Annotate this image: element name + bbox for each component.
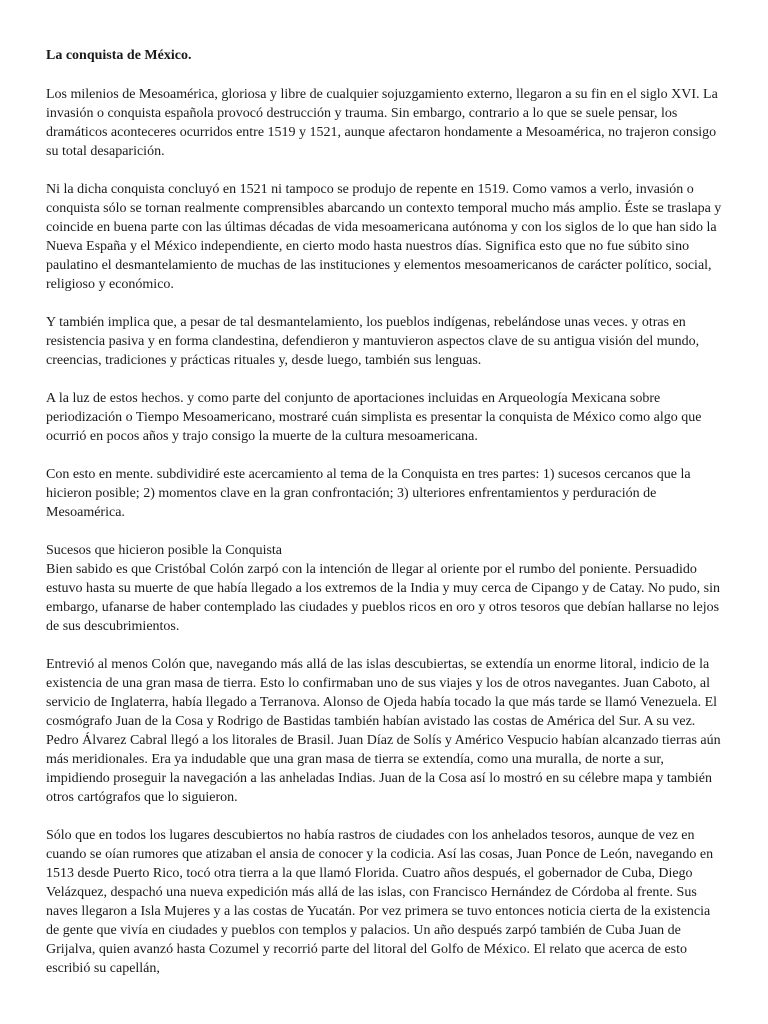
- paragraph: A la luz de estos hechos. y como parte del conjunto de aportaciones incluidas en Arqueología Mexicana sobre periodización o Tiempo Mesoamericano, mostraré cuán simplista es presentar la conquista de México como algo que ocurrió en pocos años y trajo consigo la muerte de la cultura mesoamericana.: [46, 391, 702, 444]
- section-heading: Sucesos que hicieron posible la Conquista: [46, 543, 283, 558]
- paragraph: Bien sabido es que Cristóbal Colón zarpó con la intención de llegar al oriente por el rumbo del poniente. Persuadido estuvo hasta su muerte de que había llegado a los extremos de la India y muy cerca de Cipango y de Catay. No pudo, sin embargo, ufanarse de haber contemplado las ciudades y pueblos ricos en oro y otros tesoros que debían hallarse no lejos de sus descubrimientos.: [46, 562, 721, 634]
- paragraph: Y también implica que, a pesar de tal desmantelamiento, los pueblos indígenas, rebelándose unas veces. y otras en resistencia pasiva y en forma clandestina, defendieron y mantuvieron aspectos clave de su antigua visión del mundo, creencias, tradiciones y prácticas rituales y, desde luego, también sus lenguas.: [46, 315, 700, 368]
- document-title: La conquista de México.: [46, 48, 192, 63]
- paragraph: Con esto en mente. subdividiré este acercamiento al tema de la Conquista en tres partes: 1) sucesos cercanos que la hicieron posible; 2) momentos clave en la gran confrontación; 3) ulteriores enfrentamientos y perduración de Mesoamérica.: [46, 467, 691, 520]
- paragraph: Los milenios de Mesoamérica, gloriosa y libre de cualquier sojuzgamiento externo, llegaron a su fin en el siglo XVI. La invasión o conquista española provocó destrucción y trauma. Sin embargo, contrario a lo que se suele pensar, los dramáticos aconteceres ocurridos entre 1519 y 1521, aunque afectaron hondamente a Mesoamérica, no trajeron consigo su total desaparición.: [46, 87, 718, 159]
- paragraph: Ni la dicha conquista concluyó en 1521 ni tampoco se produjo de repente en 1519. Como vamos a verlo, invasión o conquista sólo se tornan realmente comprensibles abarcando un contexto temporal mucho más amplio. Éste se traslapa y coincide en buena parte con las últimas décadas de vida mesoamericana autónoma y con los siglos de lo que han sido la Nueva España y el México independiente, en cierto modo hasta nuestros días. Significa esto que no fue súbito sino paulatino el desmantelamiento de muchas de las instituciones y elementos mesoamericanos de carácter político, social, religioso y económico.: [46, 182, 722, 292]
- paragraph: Entrevió al menos Colón que, navegando más allá de las islas descubiertas, se extendía un enorme litoral, indicio de la existencia de una gran masa de tierra. Esto lo confirmaban uno de sus viajes y los de otros navegantes. Juan Caboto, al servicio de Inglaterra, había llegado a Terranova. Alonso de Ojeda había tocado la que más tarde se llamó Venezuela. El cosmógrafo Juan de la Cosa y Rodrigo de Bastidas también habían avistado las costas de América del Sur. A su vez. Pedro Álvarez Cabral llegó a los litorales de Brasil. Juan Díaz de Solís y Américo Vespucio habían alcanzado tierras aún más meridionales. Era ya indudable que una gran masa de tierra se extendía, como una muralla, de norte a sur, impidiendo proseguir la navegación a las anheladas Indias. Juan de la Cosa así lo mostró en su célebre mapa y también otros cartógrafos que lo siguieron.: [46, 657, 721, 805]
- paragraph: Sólo que en todos los lugares descubiertos no había rastros de ciudades con los anhelados tesoros, aunque de vez en cuando se oían rumores que atizaban el ansia de conocer y la codicia. Así las cosas, Juan Ponce de León, navegando en 1513 desde Puerto Rico, tocó otra tierra a la que llamó Florida. Cuatro años después, el gobernador de Cuba, Diego Velázquez, despachó una nueva expedición más allá de las islas, con Francisco Hernández de Córdoba al frente. Sus naves llegaron a Isla Mujeres y a las costas de Yucatán. Por vez primera se tuvo entonces noticia cierta de la existencia de gente que vivía en ciudades y pueblos con templos y palacios. Un año después zarpó también de Cuba Juan de Grijalva, quien avanzó hasta Cozumel y recorrió parte del litoral del Golfo de México. El relato que acerca de esto escribió su capellán,: [46, 828, 714, 976]
